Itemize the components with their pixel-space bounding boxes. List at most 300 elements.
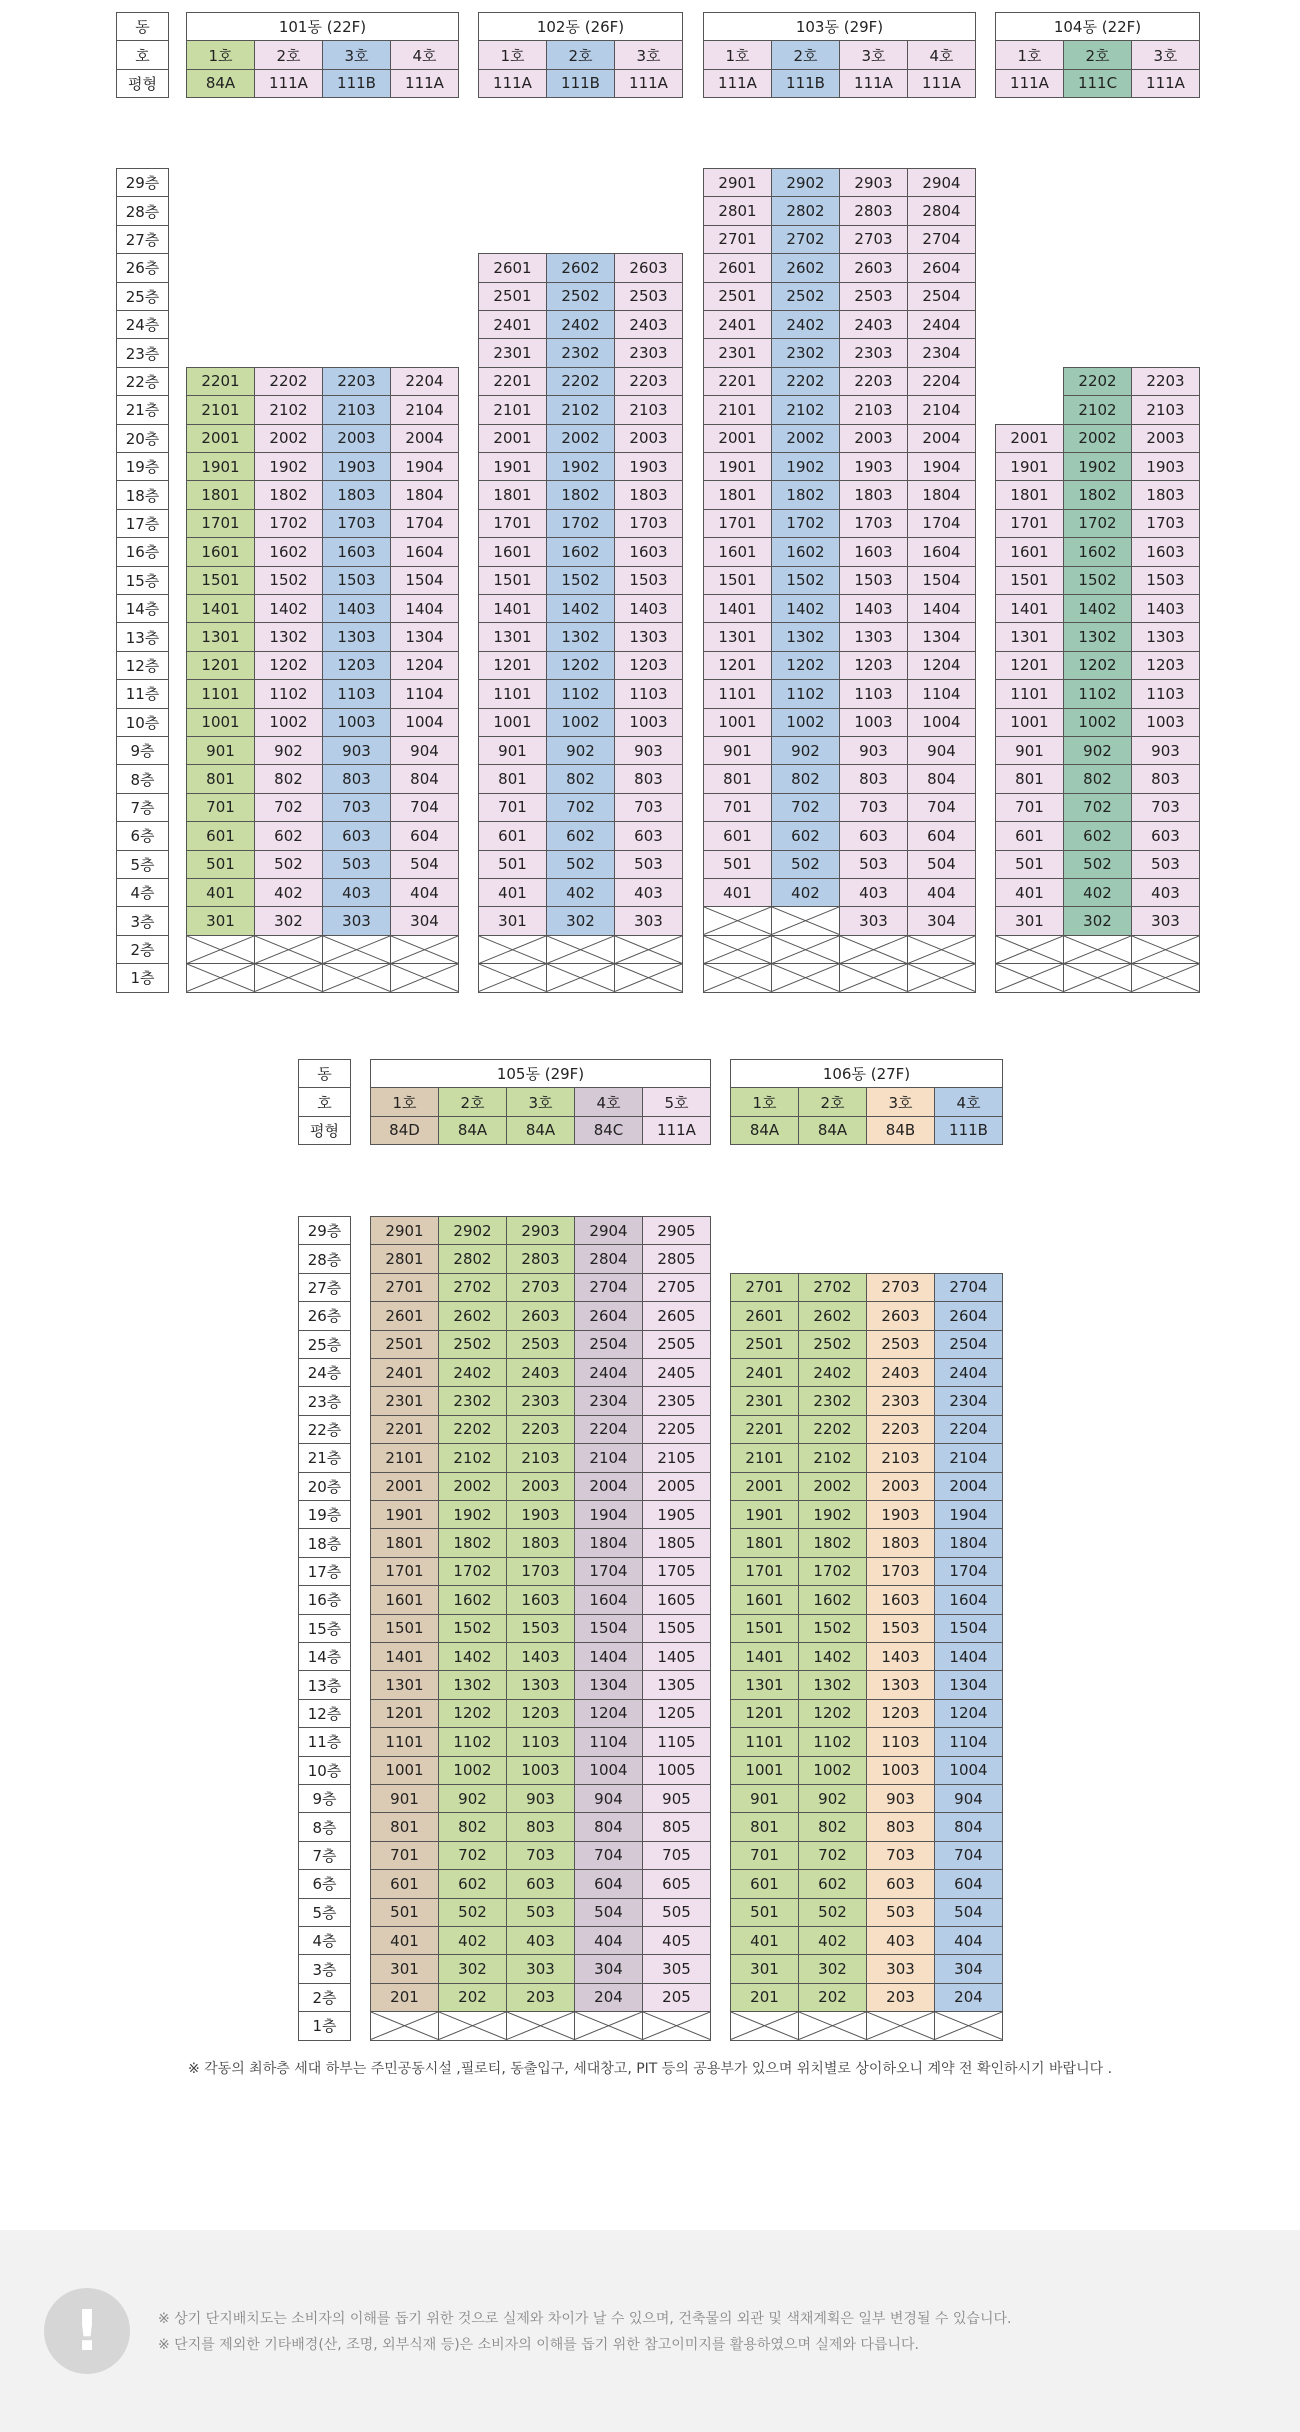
unit-cell: 2403 — [614, 310, 683, 339]
floor-label: 25층 — [116, 282, 169, 311]
non-residential-cell — [907, 935, 976, 964]
unit-cell: 2602 — [438, 1301, 507, 1330]
unit-cell: 2404 — [934, 1358, 1003, 1387]
unit-cell: 1504 — [907, 566, 976, 595]
unit-cell: 1201 — [730, 1699, 799, 1728]
unit-cell: 404 — [390, 878, 459, 907]
non-residential-cell — [390, 963, 459, 992]
non-residential-cell — [1131, 963, 1200, 992]
dong-label: 동 — [116, 12, 169, 41]
non-residential-cell — [839, 935, 908, 964]
unit-cell: 502 — [546, 850, 615, 879]
unit-cell: 1902 — [546, 452, 615, 481]
unit-cell: 1502 — [798, 1614, 867, 1643]
unit-cell: 2002 — [1063, 424, 1132, 453]
unit-cell: 1704 — [390, 509, 459, 538]
floor-label: 15층 — [298, 1614, 351, 1643]
unit-cell: 2701 — [370, 1273, 439, 1302]
unit-cell: 2503 — [866, 1330, 935, 1359]
unit-cell: 1003 — [1131, 708, 1200, 737]
unit-cell: 1402 — [254, 594, 323, 623]
building-name: 106동 (27F) — [730, 1059, 1003, 1088]
unit-type-cell: 84A — [730, 1116, 799, 1145]
unit-cell: 1404 — [574, 1642, 643, 1671]
unit-cell: 303 — [614, 906, 683, 935]
unit-ho-cell: 5호 — [642, 1087, 711, 1116]
unit-cell: 602 — [771, 821, 840, 850]
unit-cell: 403 — [322, 878, 391, 907]
unit-cell: 1101 — [703, 679, 772, 708]
unit-cell: 2304 — [907, 338, 976, 367]
non-residential-cell — [730, 2011, 799, 2040]
unit-cell: 1601 — [478, 537, 547, 566]
unit-cell: 1801 — [703, 480, 772, 509]
unit-ho-cell: 4호 — [390, 40, 459, 69]
unit-cell: 303 — [322, 906, 391, 935]
unit-cell: 2902 — [771, 168, 840, 197]
unit-cell: 2403 — [839, 310, 908, 339]
unit-cell: 1402 — [771, 594, 840, 623]
unit-type-cell: 111B — [934, 1116, 1003, 1145]
floor-label: 19층 — [298, 1500, 351, 1529]
unit-cell: 502 — [438, 1898, 507, 1927]
unit-cell: 1101 — [730, 1727, 799, 1756]
unit-cell: 2003 — [614, 424, 683, 453]
unit-cell: 1504 — [574, 1614, 643, 1643]
unit-cell: 503 — [866, 1898, 935, 1927]
unit-cell: 403 — [1131, 878, 1200, 907]
unit-cell: 503 — [506, 1898, 575, 1927]
unit-cell: 2704 — [934, 1273, 1003, 1302]
unit-cell: 2001 — [186, 424, 255, 453]
unit-cell: 404 — [934, 1926, 1003, 1955]
floor-label: 1층 — [116, 963, 169, 992]
unit-cell: 305 — [642, 1954, 711, 1983]
building-name: 103동 (29F) — [703, 12, 976, 41]
unit-cell: 1003 — [839, 708, 908, 737]
unit-cell: 1602 — [798, 1585, 867, 1614]
unit-cell: 2103 — [866, 1443, 935, 1472]
unit-cell: 1401 — [995, 594, 1064, 623]
unit-cell: 1703 — [322, 509, 391, 538]
unit-cell: 1101 — [186, 679, 255, 708]
unit-cell: 2604 — [907, 253, 976, 282]
unit-cell: 1704 — [907, 509, 976, 538]
floor-label: 24층 — [116, 310, 169, 339]
ho-label: 호 — [298, 1087, 351, 1116]
non-residential-cell — [771, 935, 840, 964]
unit-cell: 1201 — [995, 651, 1064, 680]
unit-cell: 202 — [438, 1983, 507, 2012]
unit-cell: 504 — [574, 1898, 643, 1927]
unit-cell: 904 — [390, 736, 459, 765]
unit-cell: 1504 — [934, 1614, 1003, 1643]
unit-cell: 1301 — [703, 622, 772, 651]
unit-cell: 403 — [506, 1926, 575, 1955]
unit-cell: 903 — [614, 736, 683, 765]
unit-cell: 1001 — [730, 1756, 799, 1785]
unit-cell: 2204 — [574, 1415, 643, 1444]
non-residential-cell — [866, 2011, 935, 2040]
unit-cell: 2703 — [839, 225, 908, 254]
unit-cell: 2503 — [839, 282, 908, 311]
unit-cell: 2102 — [438, 1443, 507, 1472]
unit-cell: 801 — [730, 1812, 799, 1841]
unit-cell: 1205 — [642, 1699, 711, 1728]
unit-cell: 2104 — [907, 395, 976, 424]
unit-cell: 1404 — [907, 594, 976, 623]
unit-cell: 1504 — [390, 566, 459, 595]
non-residential-cell — [771, 963, 840, 992]
unit-type-cell: 111B — [322, 69, 391, 98]
non-residential-cell — [995, 963, 1064, 992]
non-residential-cell — [907, 963, 976, 992]
unit-cell: 1502 — [438, 1614, 507, 1643]
unit-cell: 702 — [798, 1841, 867, 1870]
unit-cell: 2102 — [546, 395, 615, 424]
unit-cell: 2505 — [642, 1330, 711, 1359]
unit-cell: 701 — [478, 793, 547, 822]
non-residential-cell — [506, 2011, 575, 2040]
unit-cell: 2602 — [546, 253, 615, 282]
building-name: 105동 (29F) — [370, 1059, 711, 1088]
unit-cell: 2803 — [839, 196, 908, 225]
unit-cell: 2803 — [506, 1244, 575, 1273]
non-residential-cell — [1063, 963, 1132, 992]
unit-cell: 1803 — [1131, 480, 1200, 509]
floor-label: 20층 — [298, 1472, 351, 1501]
unit-cell: 804 — [907, 764, 976, 793]
non-residential-cell — [642, 2011, 711, 2040]
unit-cell: 902 — [254, 736, 323, 765]
unit-cell: 505 — [642, 1898, 711, 1927]
unit-cell: 1102 — [438, 1727, 507, 1756]
unit-cell: 903 — [839, 736, 908, 765]
unit-cell: 2002 — [546, 424, 615, 453]
unit-cell: 2004 — [907, 424, 976, 453]
unit-cell: 1901 — [186, 452, 255, 481]
floor-label: 23층 — [298, 1386, 351, 1415]
unit-cell: 604 — [390, 821, 459, 850]
unit-cell: 1102 — [798, 1727, 867, 1756]
unit-cell: 2203 — [322, 367, 391, 396]
unit-cell: 2904 — [907, 168, 976, 197]
unit-cell: 401 — [995, 878, 1064, 907]
unit-cell: 1001 — [703, 708, 772, 737]
unit-ho-cell: 2호 — [254, 40, 323, 69]
unit-cell: 1702 — [771, 509, 840, 538]
unit-cell: 1002 — [254, 708, 323, 737]
unit-cell: 1201 — [186, 651, 255, 680]
unit-ho-cell: 4호 — [934, 1087, 1003, 1116]
unit-cell: 602 — [1063, 821, 1132, 850]
unit-cell: 1305 — [642, 1670, 711, 1699]
unit-cell: 803 — [614, 764, 683, 793]
unit-cell: 601 — [186, 821, 255, 850]
unit-cell: 2503 — [506, 1330, 575, 1359]
unit-cell: 903 — [1131, 736, 1200, 765]
unit-cell: 1405 — [642, 1642, 711, 1671]
unit-cell: 703 — [614, 793, 683, 822]
non-residential-cell — [546, 963, 615, 992]
unit-cell: 304 — [390, 906, 459, 935]
unit-cell: 1404 — [390, 594, 459, 623]
unit-cell: 2104 — [390, 395, 459, 424]
non-residential-cell — [186, 963, 255, 992]
unit-cell: 1505 — [642, 1614, 711, 1643]
unit-cell: 1302 — [438, 1670, 507, 1699]
unit-cell: 901 — [186, 736, 255, 765]
non-residential-cell — [254, 935, 323, 964]
unit-cell: 704 — [574, 1841, 643, 1870]
unit-cell: 802 — [771, 764, 840, 793]
unit-cell: 2201 — [703, 367, 772, 396]
unit-cell: 2601 — [370, 1301, 439, 1330]
unit-cell: 804 — [574, 1812, 643, 1841]
unit-type-cell: 111A — [907, 69, 976, 98]
unit-cell: 1003 — [506, 1756, 575, 1785]
unit-cell: 803 — [866, 1812, 935, 1841]
non-residential-cell — [574, 2011, 643, 2040]
unit-cell: 2404 — [907, 310, 976, 339]
unit-cell: 201 — [730, 1983, 799, 2012]
unit-cell: 703 — [839, 793, 908, 822]
unit-cell: 1005 — [642, 1756, 711, 1785]
unit-cell: 1704 — [574, 1557, 643, 1586]
unit-cell: 2204 — [390, 367, 459, 396]
floor-label: 29층 — [116, 168, 169, 197]
unit-cell: 1303 — [322, 622, 391, 651]
non-residential-cell — [614, 963, 683, 992]
unit-cell: 301 — [370, 1954, 439, 1983]
unit-cell: 803 — [322, 764, 391, 793]
unit-cell: 1403 — [866, 1642, 935, 1671]
unit-cell: 1602 — [546, 537, 615, 566]
unit-cell: 1704 — [934, 1557, 1003, 1586]
unit-cell: 2802 — [438, 1244, 507, 1273]
unit-ho-cell: 2호 — [546, 40, 615, 69]
unit-cell: 2603 — [506, 1301, 575, 1330]
unit-cell: 403 — [614, 878, 683, 907]
unit-cell: 701 — [186, 793, 255, 822]
unit-cell: 2703 — [506, 1273, 575, 1302]
unit-cell: 901 — [730, 1784, 799, 1813]
unit-cell: 1804 — [390, 480, 459, 509]
unit-cell: 2303 — [506, 1386, 575, 1415]
unit-cell: 1402 — [546, 594, 615, 623]
unit-type-cell: 111A — [478, 69, 547, 98]
unit-cell: 2501 — [478, 282, 547, 311]
unit-cell: 1002 — [438, 1756, 507, 1785]
unit-cell: 1803 — [614, 480, 683, 509]
unit-cell: 1004 — [907, 708, 976, 737]
unit-cell: 2003 — [839, 424, 908, 453]
non-residential-cell — [839, 963, 908, 992]
unit-cell: 1902 — [438, 1500, 507, 1529]
unit-cell: 1601 — [186, 537, 255, 566]
non-residential-cell — [614, 935, 683, 964]
unit-cell: 2701 — [703, 225, 772, 254]
unit-type-cell: 84A — [186, 69, 255, 98]
unit-cell: 602 — [798, 1869, 867, 1898]
unit-cell: 2201 — [370, 1415, 439, 1444]
unit-cell: 1501 — [478, 566, 547, 595]
unit-cell: 2603 — [839, 253, 908, 282]
unit-cell: 701 — [370, 1841, 439, 1870]
floor-label: 6층 — [298, 1869, 351, 1898]
unit-cell: 2804 — [907, 196, 976, 225]
unit-cell: 1403 — [1131, 594, 1200, 623]
unit-cell: 1703 — [866, 1557, 935, 1586]
unit-cell: 1702 — [254, 509, 323, 538]
unit-cell: 1004 — [574, 1756, 643, 1785]
unit-cell: 2203 — [1131, 367, 1200, 396]
unit-cell: 1302 — [1063, 622, 1132, 651]
unit-cell: 1904 — [907, 452, 976, 481]
unit-cell: 1003 — [614, 708, 683, 737]
unit-cell: 1603 — [506, 1585, 575, 1614]
unit-cell: 2301 — [478, 338, 547, 367]
unit-cell: 1101 — [995, 679, 1064, 708]
unit-cell: 2403 — [506, 1358, 575, 1387]
disclaimer-line-2: ※ 단지를 제외한 기타배경(산, 조명, 외부식재 등)은 소비자의 이해를 돕기 위한 참고이미지를 활용하였으며 실제와 다릅니다. — [158, 2337, 919, 2353]
unit-cell: 1804 — [934, 1528, 1003, 1557]
unit-cell: 2901 — [370, 1216, 439, 1245]
unit-cell: 601 — [730, 1869, 799, 1898]
unit-cell: 2003 — [1131, 424, 1200, 453]
unit-cell: 404 — [907, 878, 976, 907]
unit-cell: 803 — [506, 1812, 575, 1841]
unit-cell: 2801 — [703, 196, 772, 225]
unit-cell: 802 — [546, 764, 615, 793]
unit-cell: 1601 — [370, 1585, 439, 1614]
unit-cell: 1302 — [254, 622, 323, 651]
unit-type-cell: 84D — [370, 1116, 439, 1145]
unit-cell: 2402 — [798, 1358, 867, 1387]
unit-cell: 2103 — [322, 395, 391, 424]
unit-cell: 2501 — [370, 1330, 439, 1359]
unit-cell: 1503 — [1131, 566, 1200, 595]
unit-cell: 1302 — [798, 1670, 867, 1699]
unit-cell: 1503 — [866, 1614, 935, 1643]
unit-ho-cell: 3호 — [839, 40, 908, 69]
unit-cell: 1304 — [934, 1670, 1003, 1699]
unit-cell: 2401 — [478, 310, 547, 339]
unit-cell: 2304 — [934, 1386, 1003, 1415]
unit-cell: 1802 — [1063, 480, 1132, 509]
unit-cell: 601 — [995, 821, 1064, 850]
unit-type-cell: 111B — [771, 69, 840, 98]
unit-cell: 2301 — [730, 1386, 799, 1415]
unit-cell: 303 — [506, 1954, 575, 1983]
unit-cell: 901 — [703, 736, 772, 765]
unit-cell: 2504 — [907, 282, 976, 311]
unit-cell: 2202 — [546, 367, 615, 396]
unit-cell: 2504 — [934, 1330, 1003, 1359]
unit-cell: 401 — [478, 878, 547, 907]
unit-cell: 1804 — [907, 480, 976, 509]
unit-cell: 1604 — [907, 537, 976, 566]
type-label: 평형 — [298, 1116, 351, 1145]
floor-label: 16층 — [116, 537, 169, 566]
floor-label: 7층 — [298, 1841, 351, 1870]
unit-cell: 1203 — [1131, 651, 1200, 680]
unit-cell: 1603 — [614, 537, 683, 566]
unit-cell: 2802 — [771, 196, 840, 225]
unit-cell: 2804 — [574, 1244, 643, 1273]
unit-cell: 1401 — [478, 594, 547, 623]
unit-cell: 1702 — [798, 1557, 867, 1586]
unit-cell: 2101 — [703, 395, 772, 424]
unit-cell: 1604 — [574, 1585, 643, 1614]
unit-cell: 2502 — [546, 282, 615, 311]
unit-cell: 2202 — [798, 1415, 867, 1444]
floor-label: 2층 — [298, 1983, 351, 2012]
non-residential-cell — [703, 935, 772, 964]
unit-cell: 801 — [478, 764, 547, 793]
floor-label: 14층 — [116, 594, 169, 623]
unit-cell: 702 — [546, 793, 615, 822]
unit-cell: 1502 — [254, 566, 323, 595]
unit-cell: 1703 — [614, 509, 683, 538]
unit-cell: 504 — [907, 850, 976, 879]
unit-cell: 704 — [907, 793, 976, 822]
unit-cell: 2101 — [478, 395, 547, 424]
building-name: 102동 (26F) — [478, 12, 683, 41]
unit-cell: 1701 — [703, 509, 772, 538]
unit-cell: 2103 — [506, 1443, 575, 1472]
unit-cell: 1903 — [614, 452, 683, 481]
unit-cell: 2903 — [839, 168, 908, 197]
non-residential-cell — [322, 935, 391, 964]
unit-cell: 604 — [934, 1869, 1003, 1898]
unit-cell: 2704 — [907, 225, 976, 254]
unit-cell: 2201 — [186, 367, 255, 396]
unit-cell: 2501 — [703, 282, 772, 311]
unit-cell: 901 — [478, 736, 547, 765]
ho-label: 호 — [116, 40, 169, 69]
floor-label: 5층 — [298, 1898, 351, 1927]
unit-cell: 1303 — [506, 1670, 575, 1699]
unit-cell: 1002 — [1063, 708, 1132, 737]
floor-label: 13층 — [298, 1670, 351, 1699]
unit-type-cell: 111A — [703, 69, 772, 98]
unit-cell: 1903 — [839, 452, 908, 481]
unit-cell: 503 — [322, 850, 391, 879]
unit-cell: 1403 — [322, 594, 391, 623]
unit-cell: 605 — [642, 1869, 711, 1898]
unit-type-cell: 111A — [254, 69, 323, 98]
unit-cell: 2003 — [322, 424, 391, 453]
unit-ho-cell: 3호 — [506, 1087, 575, 1116]
unit-cell: 903 — [866, 1784, 935, 1813]
unit-cell: 303 — [866, 1954, 935, 1983]
unit-cell: 2102 — [798, 1443, 867, 1472]
unit-cell: 202 — [798, 1983, 867, 2012]
unit-cell: 1303 — [614, 622, 683, 651]
floor-label: 3층 — [298, 1954, 351, 1983]
unit-cell: 2302 — [771, 338, 840, 367]
floor-label: 18층 — [298, 1528, 351, 1557]
non-residential-cell — [798, 2011, 867, 2040]
non-residential-cell — [1131, 935, 1200, 964]
unit-cell: 501 — [186, 850, 255, 879]
unit-cell: 2202 — [1063, 367, 1132, 396]
unit-cell: 1401 — [730, 1642, 799, 1671]
unit-cell: 1403 — [506, 1642, 575, 1671]
unit-cell: 2004 — [574, 1472, 643, 1501]
unit-cell: 801 — [995, 764, 1064, 793]
